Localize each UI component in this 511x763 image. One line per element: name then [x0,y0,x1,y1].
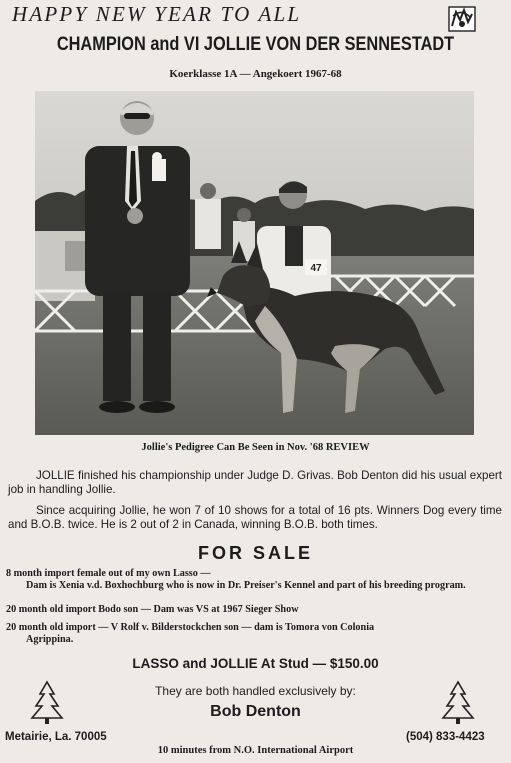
kennel-logo-icon [446,4,478,34]
paragraph-championship [8,469,502,497]
greeting-heading: HAPPY NEW YEAR TO ALL [12,2,302,26]
handler-name: Bob Denton [210,703,301,720]
sale-item [6,604,502,616]
paragraph-record [8,504,502,532]
photo-illustration [35,91,474,435]
phone-number: (504) 833-4423 [406,731,485,743]
paragraph-text: Since acquiring Jollie, he won 7 of 10 shows for a total of 16 pts. Winners Dog every time and B.O.B. twice. He is 2 out of 2 in Canada, winning B.O.B. both times. [8,504,502,531]
pine-tree-icon [29,680,65,726]
handled-by-text: They are both handled exclusively by: [155,684,356,698]
sale-item-detail: Dam is Xenia v.d. Boxhochburg who is now in Dr. Preiser's Kennel and part of his breeding program. [26,579,466,591]
for-sale-heading: FOR SALE [197,543,313,563]
sale-item [6,568,502,591]
address-city: Metairie, La. 70005 [5,731,107,743]
paragraph-text: JOLLIE finished his championship under Judge D. Grivas. Bob Denton did his usual expert job in handling Jollie. [8,469,502,496]
sale-item-main: 20 month old import — V Rolf v. Bilderstockchen son — dam is Tomora von Colonia [6,622,375,633]
ad-title: CHAMPION and VI JOLLIE VON DER SENNESTADT [56,34,455,55]
armband-number: 47 [310,263,322,274]
sale-item-detail: Agrippina. [26,633,74,645]
show-photo [35,91,474,435]
sale-item-main: 20 month old import Bodo son — Dam was VS at 1967 Sieger Show [6,604,299,615]
pine-tree-icon [440,680,476,726]
sale-item-main: 8 month import female out of my own Lasso — [6,568,211,579]
photo-caption: Jollie's Pedigree Can Be Seen in Nov. '68 REVIEW [141,442,370,453]
ad-subtitle: Koerklasse 1A — Angekoert 1967-68 [169,68,342,80]
stud-fee: LASSO and JOLLIE At Stud — $150.00 [132,656,379,671]
sale-item [6,622,502,645]
location-note: 10 minutes from N.O. International Airport [157,745,354,756]
